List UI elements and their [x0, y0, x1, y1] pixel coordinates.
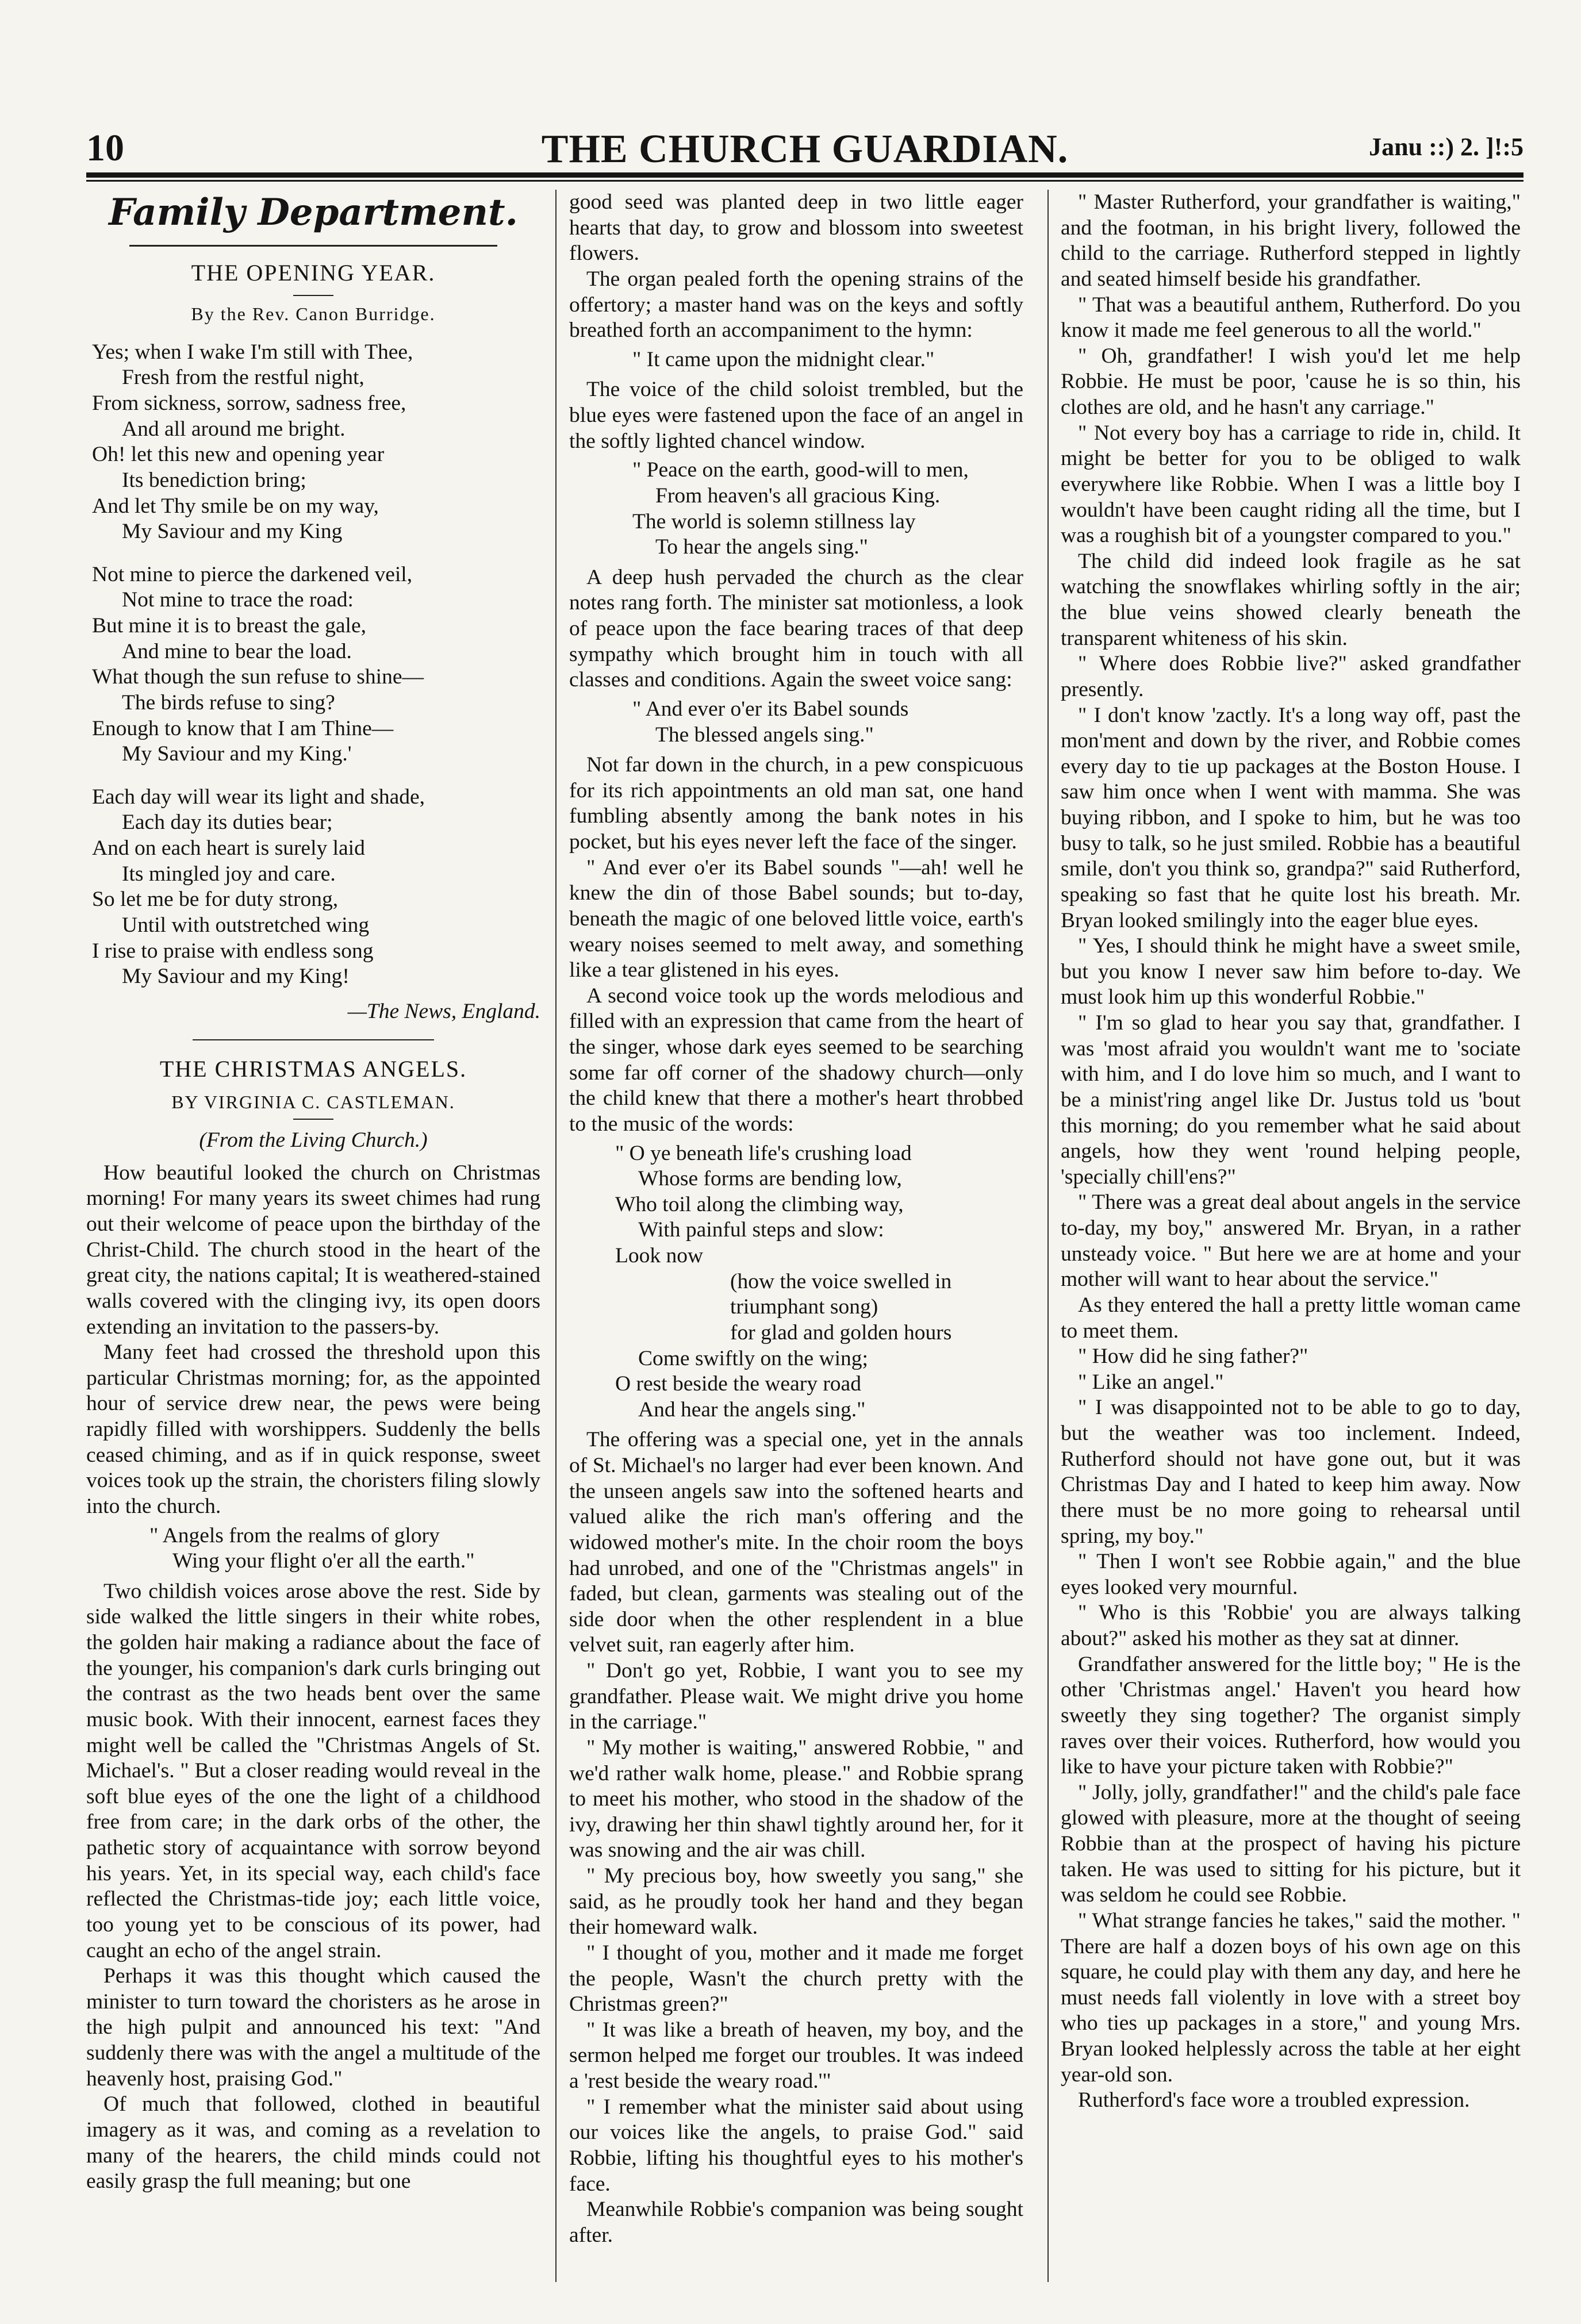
poem-credit: —The News, England. [347, 999, 540, 1023]
story-paragraph: " I don't know 'zactly. It's a long way off, past the mon'ment and down by the river, and Robbie comes every day to tie up packages at the Boston House. I saw him once when I went with mamma. She was buying ribbon, and I spoke to him, but he was too busy to talk, so he just smiled. Robbie has a beautiful smile, don't you think so, grandpa?" said Rutherford, speaking so fast that he quite lost his breath. Mr. Bryan looked smilingly into the eager blue eyes. [1061, 703, 1521, 932]
story-paragraph: " My mother is waiting," answered Robbie, " and we'd rather walk home, please." and Robbie sprang to meet his mother, who stood in the shadow of the ivy, drawing her thin shawl tightly around her, for it was snowing and the air was chill. [569, 1735, 1023, 1862]
page-number: 10 [86, 127, 124, 169]
verse-line: " And ever o'er its Babel sounds [632, 697, 909, 721]
poem-stanza [92, 785, 540, 990]
header-rule-thick [86, 172, 1524, 178]
story-paragraph: " What strange fancies he takes," said the mother. " There are half a dozen boys of his own age on this square, he could play with them any day, and here he must needs fall violently in love with a street boy who ties up packages in a store," and young Mrs. Bryan looked helplessly across the table at her eight year-old son. [1061, 1908, 1521, 2087]
hymn-verse [615, 1141, 1023, 1423]
poem-line: I rise to praise with endless song [92, 939, 374, 963]
verse-line: Wing your flight o'er all the earth." [172, 1549, 475, 1573]
story-paragraph: The child did indeed look fragile as he sat watching the snowflakes whirling softly in the air; the blue veins showed clearly beneath the transparent whiteness of his skin. [1061, 549, 1521, 650]
verse-line: for glad and golden hours [730, 1320, 952, 1345]
verse-line: Come swiftly on the wing; [638, 1346, 868, 1370]
story-paragraph: " Not every boy has a carriage to ride in, child. It might be better for you to be obliged to walk everywhere like Robbie. When I was a little boy I wouldn't have been caught riding all the time, but I was a roughish bit of a youngster compared to you." [1061, 421, 1521, 548]
verse-line: Whose forms are bending low, [638, 1167, 902, 1191]
column-1 [86, 190, 540, 2294]
story-paragraph: How beautiful looked the church on Christmas morning! For many years its sweet chimes had rung out their welcome of peace upon the birthday of the Christ-Child. The church stood in the heart of the great city, the nations capital; It is weathered-stained walls covered with the clinging ivy, its open doors extending an invitation to the passers-by. [86, 1161, 540, 1339]
poem-line: Not mine to trace the road: [122, 588, 354, 612]
story-paragraph: " Yes, I should think he might have a sweet smile, but you know I never saw him before to-day. We must look him up this wonderful Robbie." [1061, 934, 1521, 1009]
story-paragraph: Not far down in the church, in a pew conspicuous for its rich appointments an old man sat, one hand fumbling absently among the bank notes in his pocket, but his eyes never left the face of the singer. [569, 753, 1023, 854]
verse-line: The world is solemn stillness lay [632, 509, 916, 533]
issue-date: Janu ::) 2. ]!:5 [1369, 133, 1524, 161]
story-paragraph: " Don't go yet, Robbie, I want you to see my grandfather. Please wait. We might drive you home in the carriage." [569, 1659, 1023, 1734]
story-paragraph: The organ pealed forth the opening strains of the offertory; a master hand was on the keys and softly breathed forth an accompaniment to the hymn: [569, 267, 1023, 343]
story-paragraph: " How did he sing father?" [1078, 1345, 1308, 1369]
department-rule [129, 245, 497, 247]
poem-line: And let Thy smile be on my way, [92, 494, 379, 518]
story-paragraph: Grandfather answered for the little boy; " He is the other 'Christmas angel.' Haven't you heard how sweetly they sing together? The organist simply raves over their voices. Rutherford, how would you like to have your picture taken with Robbie?" [1061, 1652, 1521, 1779]
hymn-verse [149, 1523, 540, 1574]
poem-line: And on each heart is surely laid [92, 836, 365, 861]
header-rule-thin [86, 180, 1524, 182]
column-divider-1 [555, 190, 557, 2282]
story-paragraph: " There was a great deal about angels in the service to-day, my boy," answered Mr. Bryan, in a rather unsteady voice. " But here we are at home and your mother will want to hear about the service." [1061, 1190, 1521, 1292]
poem-line: Each day will wear its light and shade, [92, 785, 425, 809]
poem-line: Oh! let this new and opening year [92, 443, 385, 467]
story-paragraph: " Who is this 'Robbie' you are always talking about?" asked his mother as they sat at dinner. [1061, 1601, 1521, 1650]
poem-line: Its benediction bring; [122, 468, 306, 492]
story-paragraph: " I was disappointed not to be able to go to day, but the weather was too inclement. Indeed, Rutherford should not have gone out, but it was Christmas Day and I hated to keep him away. Now there must be no more going to rehearsal until spring, my boy." [1061, 1396, 1521, 1548]
story-paragraph: Two childish voices arose above the rest. Side by side walked the little singers in their white robes, the golden hair making a radiance about the face of the younger, his companion's dark curls bringing out the contrast as the two heads bent over the same music book. With their innocent, earnest faces they might well be called the "Christmas Angels of St. Michael's. " But a closer reading would reveal in the soft blue eyes of the one the light of a childhood free from care; in the dark orbs of the other, the pathetic story of acquaintance with sorrow beyond his years. Yet, in its special way, each child's face reflected the Christmas-tide joy; each little voice, too young yet to be conscious of its power, had caught an echo of the angel strain. [86, 1579, 540, 1962]
story-paragraph: " My precious boy, how sweetly you sang," she said, as he proudly took her hand and they began their homeward walk. [569, 1864, 1023, 1939]
poem-line: My Saviour and my King.' [122, 742, 352, 766]
poem-line: And mine to bear the load. [122, 639, 352, 663]
story-paragraph: A deep hush pervaded the church as the clear notes rang forth. The minister sat motionless, a look of peace upon the face bearing traces of that deep sympathy which brought him in touch with all classes and conditions. Again the sweet voice sang: [569, 565, 1023, 692]
verse-line: " Angels from the realms of glory [149, 1523, 440, 1547]
story-source: (From the Living Church.) [199, 1128, 428, 1153]
hymn-verse [632, 697, 1023, 748]
story-paragraph: Meanwhile Robbie's companion was being sought after. [569, 2198, 1023, 2247]
verse-line: Who toil along the climbing way, [615, 1192, 904, 1216]
poem-line: Enough to know that I am Thine— [92, 716, 394, 740]
story-paragraph: Many feet had crossed the threshold upon this particular Christmas morning; for, as the appointed hour of service drew near, the pews were being rapidly filled with worshippers. Suddenly the bells ceased chiming, and as if in quick response, sweet voices took up the strain, the choristers filing slowly into the church. [86, 1340, 540, 1518]
poem-line: Yes; when I wake I'm still with Thee, [92, 340, 413, 364]
story-paragraph: " Like an angel." [1078, 1370, 1224, 1394]
story-paragraph: " It was like a breath of heaven, my boy, and the sermon helped me forget our troubles. It was indeed a 'rest beside the weary road.'" [569, 2018, 1023, 2093]
poem-line: But mine it is to breast the gale, [92, 614, 366, 638]
poem-line: My Saviour and my King! [122, 965, 350, 989]
poem-stanza [92, 562, 540, 767]
section-rule [193, 1039, 434, 1040]
story-paragraph: " I'm so glad to hear you say that, grandfather. I was 'most afraid you wouldn't want me to 'sociate with him, and I do love him so much, and I want to be a minist'ring angel like Dr. Justus told us 'bout this morning; do you remember what he said about angels, how they went 'round helping people, 'specially chill'ens?" [1061, 1011, 1521, 1189]
verse-line: To hear the angels sing." [655, 535, 868, 559]
verse-line: From heaven's all gracious King. [655, 483, 941, 508]
verse-line: (how the voice swelled in triumphant song) [730, 1269, 952, 1319]
poem-byline: By the Rev. Canon Burridge. [191, 303, 436, 324]
column-3 [1061, 190, 1521, 2294]
story-byline: BY VIRGINIA C. CASTLEMAN. [171, 1092, 455, 1113]
column-2 [569, 190, 1023, 2294]
poem-line: Not mine to pierce the darkened veil, [92, 562, 413, 586]
story-paragraph: " That was a beautiful anthem, Rutherford. Do you know it made me feel generous to all the world." [1061, 293, 1521, 343]
poem-line: My Saviour and my King [122, 520, 343, 544]
verse-line: " Peace on the earth, good-will to men, [632, 458, 969, 482]
story-byline-rule [293, 1119, 333, 1120]
story-paragraph: A second voice took up the words melodious and filled with an expression that came from the heart of the singer, whose dark eyes seemed to be searching some far off corner of the shadowy church—only the child knew that there a mother's heart throbbed to the music of the words: [569, 984, 1023, 1136]
poem-title: THE OPENING YEAR. [191, 260, 436, 286]
story-paragraph: " I remember what the minister said about using our voices like the angels, to praise God." said Robbie, lifting his thoughtful eyes to his mother's face. [569, 2095, 1023, 2196]
story-paragraph: The voice of the child soloist trembled, but the blue eyes were fastened upon the face of an angel in the softly lighted chancel window. [569, 378, 1023, 453]
story-paragraph: good seed was planted deep in two little eager hearts that day, to grow and blossom into sweetest flowers. [569, 190, 1023, 266]
verse-line: " It came upon the midnight clear." [632, 347, 935, 371]
poem-title-rule [293, 295, 333, 296]
verse-line: The blessed angels sing." [655, 723, 874, 747]
verse-line: Look now [615, 1244, 704, 1267]
story-paragraph: As they entered the hall a pretty little woman came to meet them. [1061, 1293, 1521, 1343]
story-paragraph: " Oh, grandfather! I wish you'd let me help Robbie. He must be poor, 'cause he is so thin, his clothes are old, and he hasn't any carriage." [1061, 344, 1521, 419]
poem-stanza [92, 340, 540, 545]
verse-line: And hear the angels sing." [638, 1397, 866, 1422]
story-paragraph: " Where does Robbie live?" asked grandfather presently. [1061, 652, 1521, 701]
story-paragraph: " I thought of you, mother and it made me forget the people, Wasn't the church pretty with the Christmas green?" [569, 1941, 1023, 2016]
poem-body [92, 340, 540, 1025]
poem-line: And all around me bright. [122, 417, 346, 441]
page-header [86, 126, 1524, 178]
verse-line: O rest beside the weary road [615, 1372, 861, 1396]
poem-line: Its mingled joy and care. [122, 862, 336, 886]
story-paragraph: " Jolly, jolly, grandfather!" and the child's pale face glowed with pleasure, more at the thought of seeing Robbie than at the prospect of having his picture taken. He was used to sitting for his picture, but it was seldom he could see Robbie. [1061, 1780, 1521, 1907]
department-heading: Family Department. [109, 191, 518, 234]
poem-line: What though the sun refuse to shine— [92, 665, 424, 689]
verse-line: " O ye beneath life's crushing load [615, 1141, 912, 1165]
poem-line: The birds refuse to sing? [122, 690, 335, 715]
story-title: THE CHRISTMAS ANGELS. [159, 1056, 467, 1082]
hymn-verse [632, 458, 1023, 560]
hymn-verse [632, 347, 1023, 373]
column-divider-2 [1047, 190, 1049, 2282]
story-paragraph: " And ever o'er its Babel sounds "—ah! well he knew the din of those Babel sounds; but to-day, beneath the magic of one beloved little voice, earth's weary noises seemed to melt away, and something like a tear glistened in his eyes. [569, 855, 1023, 982]
story-paragraph: " Then I won't see Robbie again," and the blue eyes looked very mournful. [1061, 1550, 1521, 1599]
poem-line: Fresh from the restful night, [122, 366, 364, 390]
poem-line: So let me be for duty strong, [92, 888, 339, 912]
poem-line: From sickness, sorrow, sadness free, [92, 391, 406, 416]
story-paragraph: The offering was a special one, yet in the annals of St. Michael's no larger had ever been known. And the unseen angels saw into the softened hearts and valued alike the rich man's offering and the widowed mother's mite. In the choir room the boys had unrobed, and one of the "Christmas angels" in faded, but clean, garments was stealing out of the side door when the other resplendent in a blue velvet suit, ran eagerly after him. [569, 1428, 1023, 1657]
verse-line: With painful steps and slow: [638, 1218, 884, 1242]
story-paragraph: Of much that followed, clothed in beautiful imagery as it was, and coming as a revelation to many of the hearers, the child minds could not easily grasp the full meaning; but one [86, 2092, 540, 2194]
story-paragraph: Perhaps it was this thought which caused the minister to turn toward the choristers as he arose in the high pulpit and announced his text: "And suddenly there was with the angel a multitude of the heavenly host, praising God." [86, 1964, 540, 2091]
story-paragraph: " Master Rutherford, your grandfather is waiting," and the footman, in his bright livery, followed the child to the carriage. Rutherford stepped in lightly and seated himself beside his grandfather. [1061, 190, 1521, 291]
poem-line: Until with outstretched wing [122, 913, 370, 937]
poem-line: Each day its duties bear; [122, 810, 333, 835]
story-paragraph: Rutherford's face wore a troubled expression. [1078, 2088, 1470, 2112]
paper-title: THE CHURCH GUARDIAN. [541, 127, 1069, 171]
